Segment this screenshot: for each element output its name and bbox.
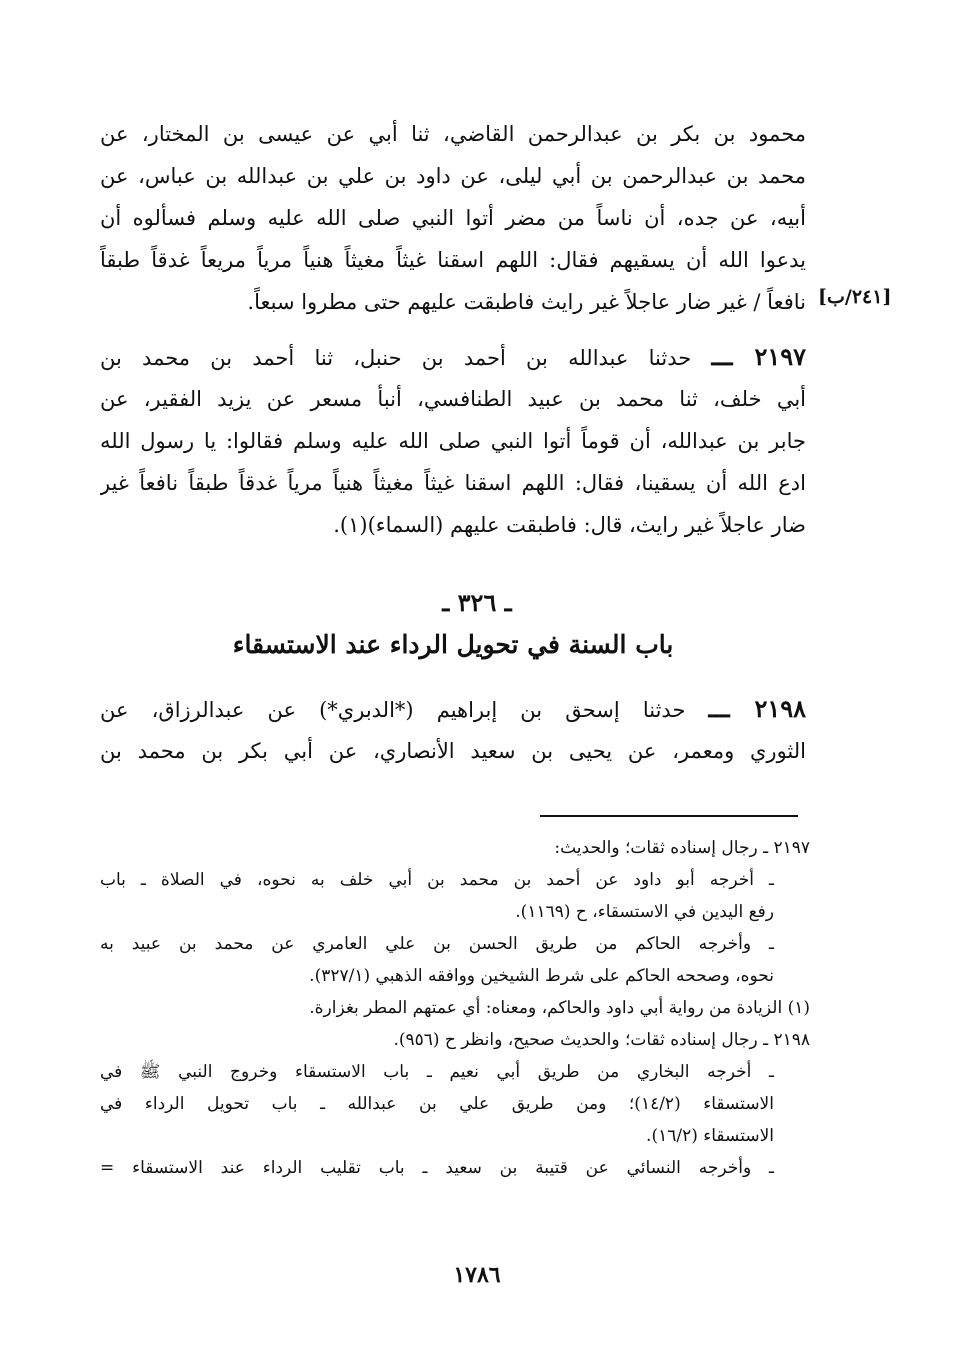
text-line: جابر بن عبدالله، أن قوماً أتوا النبي صلى الله عليه وسلم فقالوا: يا رسول الله <box>100 429 806 453</box>
text-line: ادع الله أن يسقينا، فقال: اللهم اسقنا غيثاً مغيثاً هنياً مرياً غدقاً طبقاً نافعاً غير <box>100 471 806 495</box>
hadith-2197 <box>100 336 806 546</box>
hadith-number: ٢١٩٨ ـــ <box>708 694 806 723</box>
footnote-line: رفع اليدين في الاستسقاء، ح (١١٦٩). <box>515 902 774 922</box>
footnote-line: ٢١٩٧ ـ رجال إسناده ثقات؛ والحديث: <box>554 838 810 858</box>
chapter-title: باب السنة في تحويل الرداء عند الاستسقاء <box>232 630 674 659</box>
footnote-line: الاستسقاء (١٦/٢). <box>646 1126 774 1146</box>
page-number: ١٧٨٦ <box>453 1262 501 1288</box>
hadith-number: ٢١٩٧ ـــ <box>711 342 806 371</box>
text-line: الثوري ومعمر، عن يحيى بن سعيد الأنصاري، عن أبي بكر بن محمد بن <box>100 739 806 763</box>
text-line: يدعوا الله أن يسقيهم فقال: اللهم اسقنا غيثاً مغيثاً هنياً مرياً مريعاً غدقاً طبقاً <box>100 248 806 272</box>
text-line: نافعاً / غير ضار عاجلاً غير رايث فاطبقت عليهم حتى مطروا سبعاً. <box>247 290 806 314</box>
footnote-line: ٢١٩٨ ـ رجال إسناده ثقات؛ والحديث صحيح، وانظر ح (٩٥٦). <box>393 1030 810 1050</box>
footnote-line: ـ أخرجه البخاري من طريق أبي نعيم ـ باب الاستسقاء وخروج النبي ﷺ في <box>100 1062 774 1082</box>
chapter-number: ـ ٣٢٦ ـ <box>442 588 512 617</box>
hadith-2198 <box>100 688 806 772</box>
footnotes <box>100 832 810 1184</box>
footnote-divider <box>540 815 798 817</box>
text-line: ضار عاجلاً غير رايث، قال: فاطبقت عليهم (السماء)(١). <box>333 513 806 537</box>
continuation-paragraph <box>100 113 806 323</box>
footnote-line: ـ وأخرجه الحاكم من طريق الحسن بن علي العامري عن محمد بن عبيد به <box>100 934 774 954</box>
text-line: أبيه، عن جده، أن ناساً من مضر أتوا النبي صلى الله عليه وسلم فسألوه أن <box>100 206 806 230</box>
text-line: ٢١٩٧ ـــ حدثنا عبدالله بن أحمد بن حنبل، ثنا أحمد بن محمد بن <box>100 342 806 371</box>
footnote-line: الاستسقاء (١٤/٢)؛ ومن طريق علي بن عبدالله ـ باب تحويل الرداء في <box>100 1094 774 1114</box>
footnote-line: ـ وأخرجه النسائي عن قتيبة بن سعيد ـ باب تقليب الرداء عند الاستسقاء = <box>100 1158 774 1178</box>
text-line: محمد بن عبدالرحمن بن أبي ليلى، عن داود بن علي بن عبدالله بن عباس، عن <box>100 164 806 188</box>
text-line: ٢١٩٨ ـــ حدثنا إسحق بن إبراهيم (*الدبري*) عن عبدالرزاق، عن <box>100 694 806 723</box>
footnote-line: ـ أخرجه أبو داود عن أحمد بن محمد بن أبي خلف به نحوه، في الصلاة ـ باب <box>100 870 774 890</box>
footnote-line: نحوه، وصححه الحاكم على شرط الشيخين ووافقه الذهبي (٣٢٧/١). <box>309 966 774 986</box>
text-line: أبي خلف، ثنا محمد بن عبيد الطنافسي، أنبأ مسعر عن يزيد الفقير، عن <box>100 387 806 411</box>
footnote-line: (١) الزيادة من رواية أبي داود والحاكم، ومعناه: أي عمتهم المطر بغزارة. <box>309 998 810 1018</box>
manuscript-folio-ref: [٢٤١/ب] <box>818 286 892 308</box>
text-line: محمود بن بكر بن عبدالرحمن القاضي، ثنا أبي عن عيسى بن المختار، عن <box>100 122 806 146</box>
